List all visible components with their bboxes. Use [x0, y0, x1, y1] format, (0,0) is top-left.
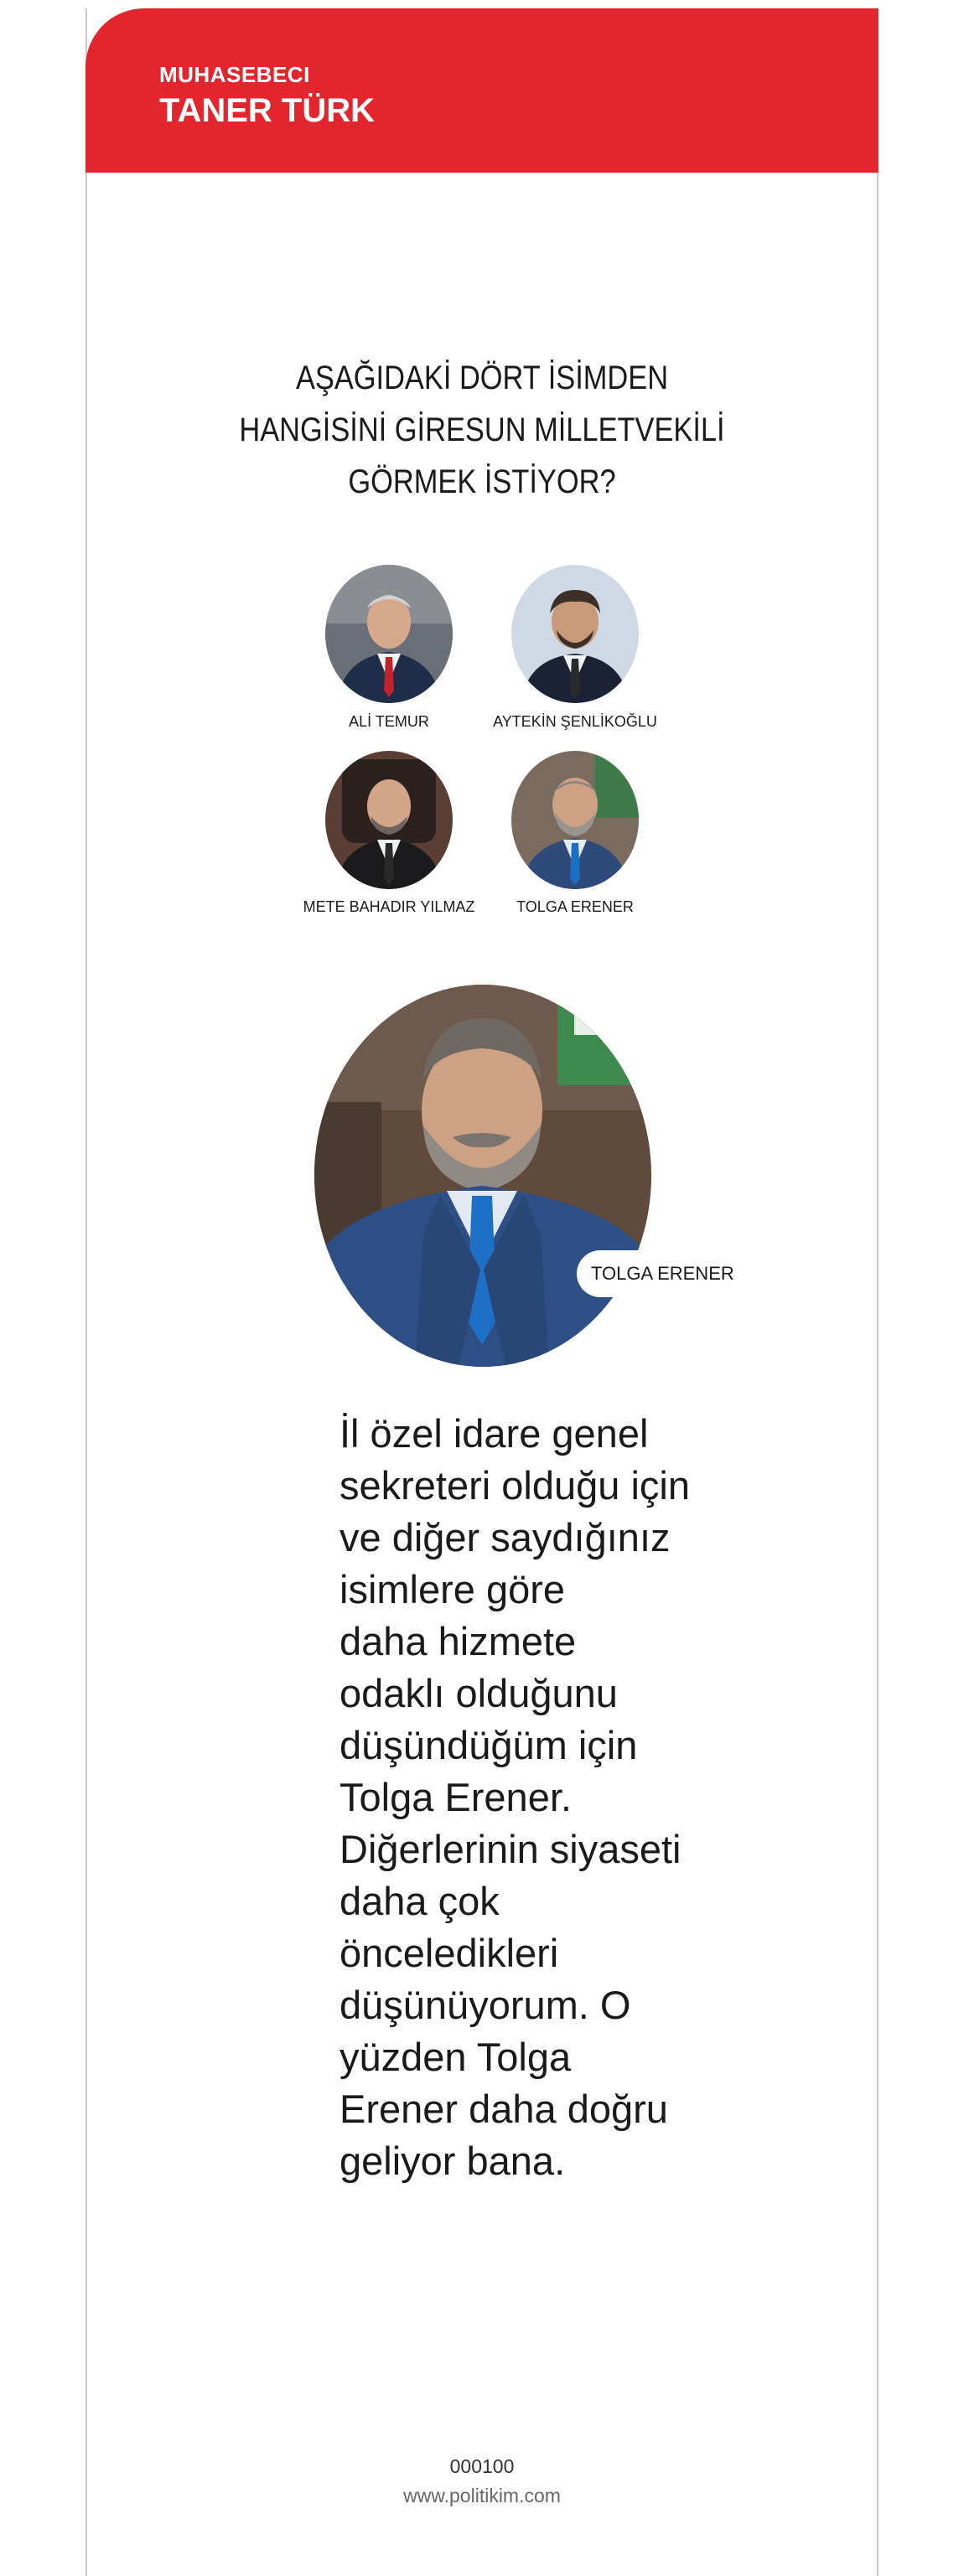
answer-line: geliyor bana. [339, 2139, 566, 2183]
candidate-name-4: TOLGA ERENER [516, 898, 634, 915]
header-banner [86, 8, 878, 173]
answer-line: yüzden Tolga [339, 2035, 572, 2079]
answer-line: sekreteri olduğu için [339, 1463, 690, 1508]
answer-line: düşünüyorum. O [339, 1983, 631, 2027]
candidate-photo-2 [511, 565, 639, 703]
answer-line: Tolga Erener. [339, 1775, 572, 1819]
candidate-photo-1 [325, 565, 453, 703]
question-line: HANGİSİNİ GİRESUN MİLLETVEKİLİ [239, 411, 725, 448]
answer-line: daha çok [339, 1879, 500, 1923]
answer-line: daha hizmete [339, 1619, 577, 1663]
header-subtitle: MUHASEBECI [159, 62, 310, 87]
answer-line: düşündüğüm için [339, 1723, 638, 1767]
header-author-name: TANER TÜRK [159, 92, 376, 129]
answer-line: odaklı olduğunu [339, 1671, 618, 1715]
selected-candidate-name-badge: TOLGA ERENER [577, 1250, 744, 1297]
answer-line: önceledikleri [339, 1931, 559, 1975]
question-text [212, 352, 753, 508]
answer-line: ve diğer saydığınız [339, 1515, 671, 1560]
answer-line: Diğerlerinin siyaseti [339, 1827, 682, 1871]
selected-candidate-photo [314, 985, 651, 1367]
question-line: AŞAĞIDAKİ DÖRT İSİMDEN [295, 360, 669, 396]
answer-line: isimlere göre [339, 1567, 566, 1611]
footer-url[interactable]: www.politikim.com [403, 2485, 561, 2506]
footer-number: 000100 [449, 2455, 515, 2477]
answer-text [339, 1408, 692, 2187]
candidate-name-3: METE BAHADIR YILMAZ [303, 898, 475, 915]
answer-line: İl özel idare genel [339, 1411, 649, 1456]
candidate-photo-4 [511, 751, 639, 889]
candidate-name-1: ALİ TEMUR [349, 713, 429, 730]
candidate-photo-3 [325, 751, 453, 889]
question-line: GÖRMEK İSTİYOR? [348, 463, 616, 500]
candidate-name-2: AYTEKİN ŞENLİKOĞLU [493, 713, 657, 730]
answer-line: Erener daha doğru [339, 2087, 668, 2131]
